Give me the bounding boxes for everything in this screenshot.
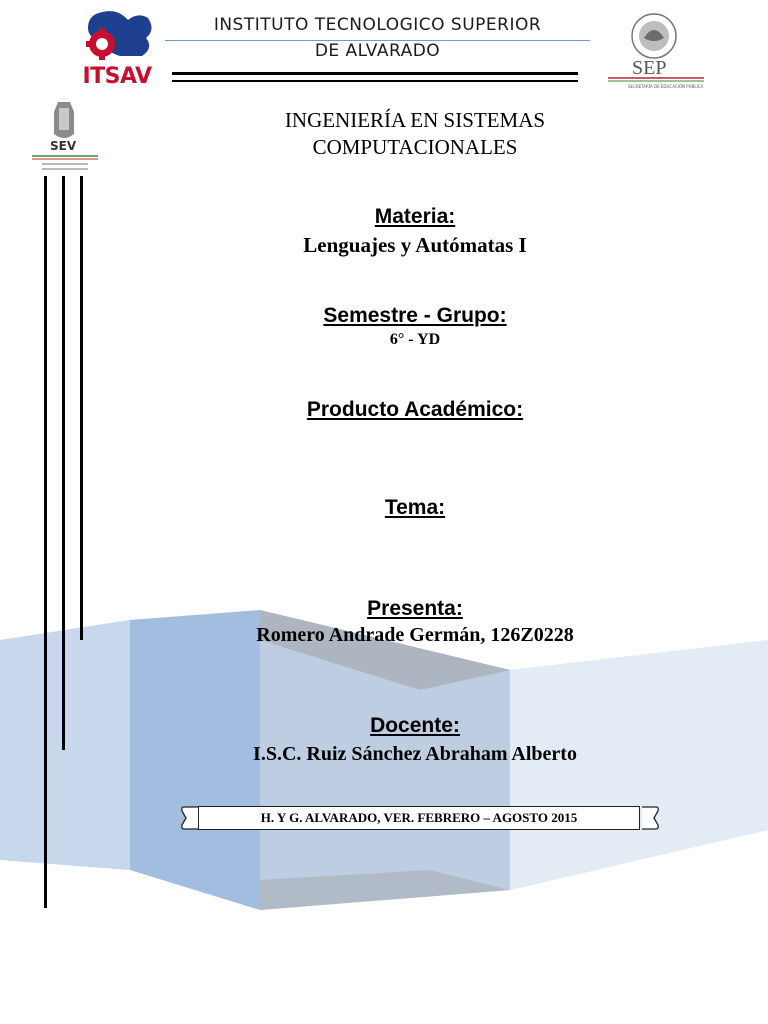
institute-title bbox=[165, 12, 590, 64]
docente-label: Docente: bbox=[370, 714, 460, 737]
institute-title-line1: INSTITUTO TECNOLOGICO SUPERIOR bbox=[213, 15, 542, 35]
career-title bbox=[200, 107, 630, 161]
sev-logo-text: SEV bbox=[50, 139, 77, 153]
docente-value: I.S.C. Ruiz Sánchez Abraham Alberto bbox=[253, 743, 577, 765]
sep-eagle-seal-icon bbox=[602, 8, 710, 94]
header-rule-thin bbox=[165, 40, 590, 41]
header-rule-2 bbox=[172, 80, 578, 82]
semestre-label: Semestre - Grupo: bbox=[323, 304, 507, 327]
itsav-logo-text: ITSAV bbox=[82, 64, 152, 89]
footer-text: H. Y G. ALVARADO, VER. FEBRERO – AGOSTO 2015 bbox=[198, 806, 640, 830]
presenta-value: Romero Andrade Germán, 126Z0228 bbox=[256, 624, 574, 646]
sev-crest-icon bbox=[30, 98, 100, 174]
career-line2: COMPUTACIONALES bbox=[312, 135, 518, 159]
materia-value: Lenguajes y Autómatas I bbox=[303, 233, 527, 257]
semestre-value: 6° - YD bbox=[389, 331, 441, 348]
presenta-label: Presenta: bbox=[367, 597, 463, 620]
vertical-rule-3 bbox=[80, 176, 83, 640]
institute-title-line2: DE ALVARADO bbox=[314, 41, 441, 61]
vertical-rule-1 bbox=[44, 176, 47, 908]
header-rule-1 bbox=[172, 72, 578, 75]
ribbon-scroll-right-icon bbox=[638, 804, 662, 832]
footer-ribbon bbox=[180, 804, 662, 832]
producto-label: Producto Académico: bbox=[306, 398, 524, 421]
vertical-rule-2 bbox=[62, 176, 65, 750]
career-line1: INGENIERÍA EN SISTEMAS bbox=[284, 108, 546, 132]
materia-label: Materia: bbox=[374, 205, 456, 228]
tema-label: Tema: bbox=[384, 496, 446, 519]
sep-logo-subtext: SECRETARÍA DE EDUCACIÓN PÚBLICA bbox=[628, 84, 704, 89]
sep-logo-text: SEP bbox=[632, 57, 667, 79]
